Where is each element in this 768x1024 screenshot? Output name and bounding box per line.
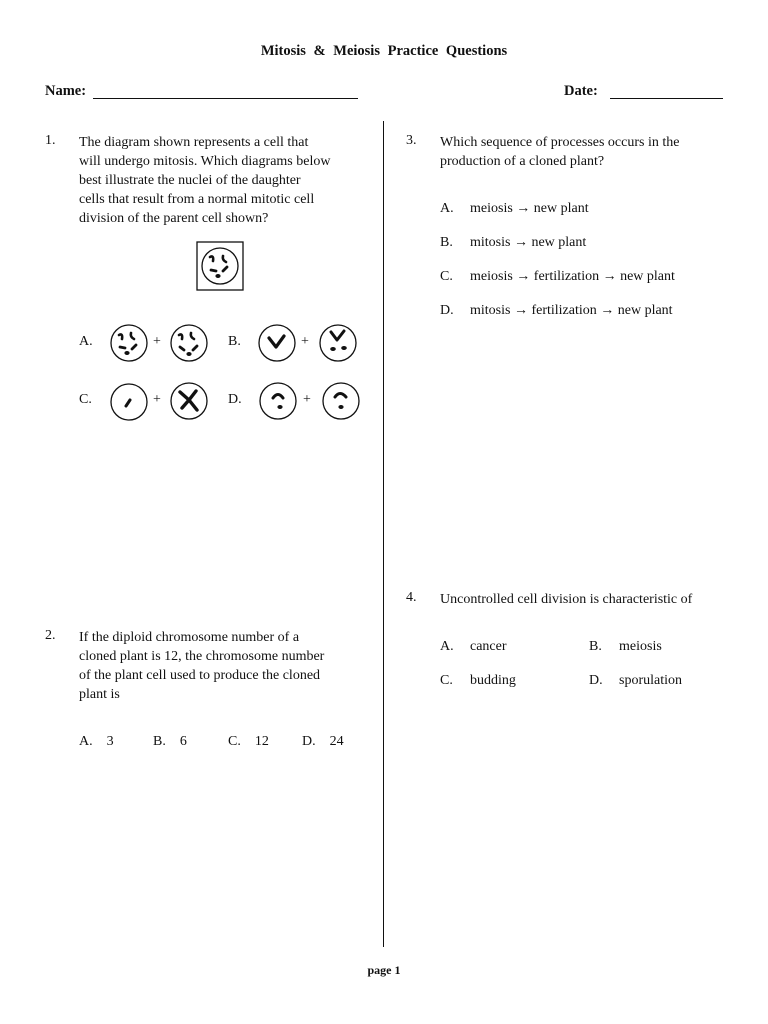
q1-line: best illustrate the nuclei of the daughter <box>79 173 301 188</box>
q2-option-c-text: 12 <box>254 734 269 749</box>
q2-option-a-letter: A. <box>79 734 93 749</box>
q2-option-b-text: 6 <box>179 734 187 749</box>
q1-option-d-cell-right[interactable] <box>321 381 361 421</box>
q2-option-b-letter: B. <box>153 734 166 749</box>
q4-option-c-letter: C. <box>440 673 453 688</box>
q3-option-d[interactable] <box>440 303 673 319</box>
q1-option-b-cell-right[interactable] <box>318 323 358 363</box>
q1-option-a-cell-left[interactable] <box>109 323 149 363</box>
date-line[interactable] <box>610 98 723 99</box>
q1-option-d-cell-left[interactable] <box>258 381 298 421</box>
q2-line: If the diploid chromosome number of a <box>79 630 300 645</box>
page-title: Mitosis & Meiosis Practice Questions <box>260 43 508 59</box>
q2-option-d-letter: D. <box>302 734 316 749</box>
name-label: Name: <box>45 83 87 99</box>
q1-text <box>79 133 364 228</box>
q2-option-d[interactable] <box>302 734 344 750</box>
q1-option-a-plus: + <box>153 334 161 349</box>
q4-text <box>440 590 740 609</box>
q4-option-a-text: cancer <box>470 639 507 654</box>
q4-option-d[interactable] <box>589 673 682 689</box>
q4-option-c-text: budding <box>470 673 516 688</box>
q2-line: plant is <box>79 687 120 702</box>
q1-line: The diagram shown represents a cell that <box>79 135 309 150</box>
q1-line: division of the parent cell shown? <box>79 211 269 226</box>
q2-option-d-text: 24 <box>329 734 344 749</box>
q1-option-a-letter[interactable]: A. <box>79 334 93 349</box>
q4-option-d-text: sporulation <box>619 673 682 688</box>
q3-option-d-text: mitosis → fertilization → new plant <box>470 303 673 318</box>
q1-line: cells that result from a normal mitotic cell <box>79 192 315 207</box>
column-divider <box>383 121 384 947</box>
q1-option-c-plus: + <box>153 392 161 407</box>
page-number: page 1 <box>367 963 401 977</box>
q3-option-c-letter: C. <box>440 269 453 284</box>
q3-option-b-text: mitosis → new plant <box>470 235 587 250</box>
q4-option-b-text: meiosis <box>619 639 662 654</box>
q3-option-b[interactable] <box>440 235 587 251</box>
name-line[interactable] <box>93 98 358 99</box>
q2-option-c-letter: C. <box>228 734 241 749</box>
q4-option-d-letter: D. <box>589 673 603 688</box>
q4-option-a-letter: A. <box>440 639 454 654</box>
q3-line: production of a cloned plant? <box>440 154 605 169</box>
parent-cell-diagram <box>196 241 244 291</box>
q4-option-a[interactable] <box>440 639 507 655</box>
q1-option-b-letter[interactable]: B. <box>228 334 241 349</box>
q1-option-c-cell-left[interactable] <box>109 382 149 422</box>
q3-number: 3. <box>406 133 417 148</box>
q4-option-b[interactable] <box>589 639 662 655</box>
q2-line: cloned plant is 12, the chromosome number <box>79 649 325 664</box>
q2-option-a-text: 3 <box>106 734 114 749</box>
q1-option-c-letter[interactable]: C. <box>79 392 92 407</box>
q3-text <box>440 133 730 171</box>
q1-number: 1. <box>45 133 56 148</box>
q4-number: 4. <box>406 590 417 605</box>
q2-line: of the plant cell used to produce the cloned <box>79 668 321 683</box>
q2-option-c[interactable] <box>228 734 269 750</box>
q2-number: 2. <box>45 628 56 643</box>
date-label: Date: <box>564 83 598 99</box>
q3-option-c[interactable] <box>440 269 675 285</box>
q1-option-d-letter[interactable]: D. <box>228 392 242 407</box>
q1-option-a-cell-right[interactable] <box>169 323 209 363</box>
q1-option-b-cell-left[interactable] <box>257 323 297 363</box>
q3-option-d-letter: D. <box>440 303 454 318</box>
q3-option-c-text: meiosis → fertilization → new plant <box>470 269 675 284</box>
q3-option-b-letter: B. <box>440 235 453 250</box>
q1-option-d-plus: + <box>303 392 311 407</box>
q3-line: Which sequence of processes occurs in the <box>440 135 680 150</box>
q3-option-a-text: meiosis → new plant <box>470 201 589 216</box>
q1-line: will undergo mitosis. Which diagrams below <box>79 154 331 169</box>
q4-option-b-letter: B. <box>589 639 602 654</box>
q4-line: Uncontrolled cell division is characteristic of <box>440 592 693 607</box>
q1-option-c-cell-right[interactable] <box>169 381 209 421</box>
q3-option-a-letter: A. <box>440 201 454 216</box>
q2-option-b[interactable] <box>153 734 187 750</box>
q2-option-a[interactable] <box>79 734 114 750</box>
q3-option-a[interactable] <box>440 201 589 217</box>
q1-option-b-plus: + <box>301 334 309 349</box>
q4-option-c[interactable] <box>440 673 516 689</box>
q2-text <box>79 628 364 704</box>
